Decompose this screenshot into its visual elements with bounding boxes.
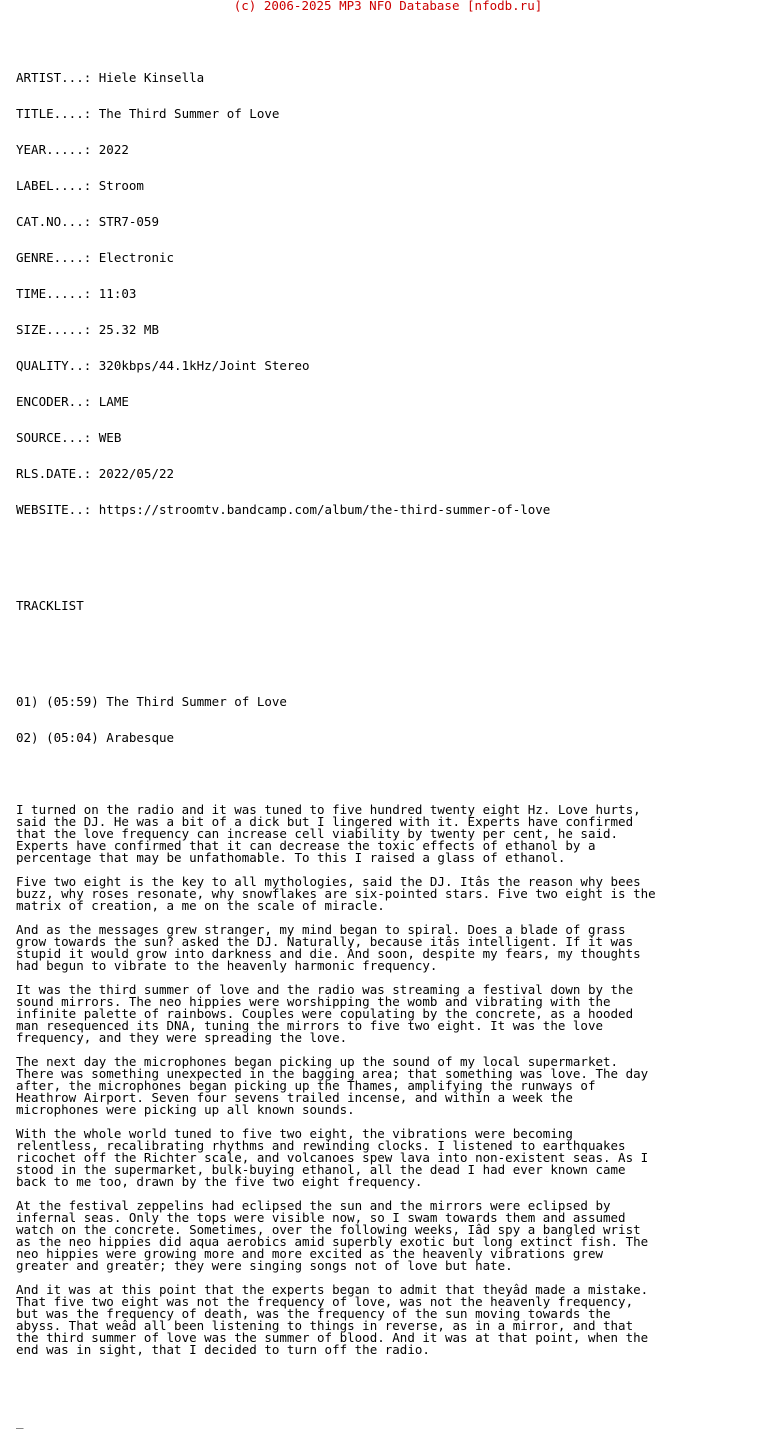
nfo-database-header: (c) 2006-2025 MP3 NFO Database [nfodb.ru] [233,0,543,13]
paragraph-line: sound mirrors. The neo hippies were worshipping the womb and vibrating with the [16,994,611,1009]
tracklist-heading: TRACKLIST [16,598,84,613]
info-label: LABEL....: Stroom [16,178,144,193]
info-catalog-number: CAT.NO...: STR7-059 [16,214,159,229]
paragraph-line: Five two eight is the key to all mythologies, said the DJ. Itâs the reason why bees [16,874,641,889]
description-paragraphs [16,792,656,1356]
blank-line [16,864,656,876]
info-year: YEAR.....: 2022 [16,142,129,157]
info-artist: ARTIST...: Hiele Kinsella [16,70,205,85]
blank-line [16,1116,656,1128]
paragraph [16,1284,656,1356]
info-quality: QUALITY..: 320kbps/44.1kHz/Joint Stereo [16,358,310,373]
release-info-block [16,48,656,540]
paragraph-line: grow towards the sun? asked the DJ. Naturally, because itâs intelligent. If it was [16,934,634,949]
paragraph-line: The next day the microphones began picking up the sound of my local supermarket. [16,1054,619,1069]
paragraph-line: frequency, and they were spreading the love. [16,1030,348,1045]
tracklist [16,672,656,768]
paragraph-line: relentless, recalibrating rhythms and rewinding clocks. I listened to earthquakes [16,1138,626,1153]
info-title: TITLE....: The Third Summer of Love [16,106,280,121]
info-website: WEBSITE..: https://stroomtv.bandcamp.com/album/the-third-summer-of-love [16,502,551,517]
paragraph-line: That five two eight was not the frequency of love, was not the heavenly frequency, [16,1294,634,1309]
paragraph-line: And as the messages grew stranger, my mind began to spiral. Does a blade of grass [16,922,626,937]
paragraph-line: after, the microphones began picking up the Thames, amplifying the runways of [16,1078,596,1093]
paragraph-line: ricochet off the Richter scale, and volcanoes spew lava into non-existent seas. As I [16,1150,649,1165]
info-genre: GENRE....: Electronic [16,250,175,265]
paragraph-line: infinite palette of rainbows. Couples were copulating by the concrete, as a hooded [16,1006,634,1021]
info-source: SOURCE...: WEB [16,430,122,445]
paragraph [16,924,656,972]
paragraph-line: infernal seas. Only the tops were visible now, so I swam towards them and assumed [16,1210,626,1225]
paragraph-line: matrix of creation, a me on the scale of miracle. [16,898,385,913]
paragraph-line: There was something unexpected in the bagging area; that something was love. The day [16,1066,649,1081]
paragraph-line: watch on the concrete. Sometimes, over the following weeks, Iâd spy a bangled wrist [16,1222,641,1237]
paragraph-line: At the festival zeppelins had eclipsed the sun and the mirrors were eclipsed by [16,1198,611,1213]
paragraph-line: neo hippies were growing more and more excited as the heavenly vibrations grew [16,1246,603,1261]
paragraph-line: but was the frequency of death, was the frequency of the sun moving towards the [16,1306,611,1321]
paragraph-line: percentage that may be unfathomable. To this I raised a glass of ethanol. [16,850,566,865]
paragraph-line: stupid it would grow into darkness and die. And soon, despite my fears, my thoughts [16,946,641,961]
nfo-text-body [16,24,656,1440]
paragraph [16,804,656,864]
paragraph-line: stood in the supermarket, bulk-buying ethanol, all the dead I had ever known came [16,1162,626,1177]
blank-line [16,636,656,648]
paragraph [16,984,656,1044]
blank-line [16,1380,656,1392]
paragraph-line: that the love frequency can increase cell viability by twenty per cent, he said. [16,826,619,841]
paragraph-line: microphones were picking up all known sounds. [16,1102,355,1117]
paragraph-line: back to me too, drawn by the five two eight frequency. [16,1174,423,1189]
blank-line [16,972,656,984]
info-time: TIME.....: 11:03 [16,286,137,301]
blank-line [16,1044,656,1056]
blank-line [16,564,656,576]
paragraph-line: Heathrow Airport. Seven four sevens trailed incense, and within a week the [16,1090,573,1105]
info-size: SIZE.....: 25.32 MB [16,322,159,337]
track-item: 02) (05:04) Arabesque [16,730,175,745]
info-encoder: ENCODER..: LAME [16,394,129,409]
paragraph-line: And it was at this point that the experts began to admit that theyâd made a mistake. [16,1282,649,1297]
paragraph [16,876,656,912]
paragraph [16,1200,656,1272]
paragraph-line: the third summer of love was the summer of blood. And it was at that point, when the [16,1330,649,1345]
info-release-date: RLS.DATE.: 2022/05/22 [16,466,175,481]
paragraph-line: abyss. That weâd all been listening to things in reverse, as in a mirror, and that [16,1318,634,1333]
paragraph-line: Experts have confirmed that it can decrease the toxic effects of ethanol by a [16,838,596,853]
paragraph-line: buzz, why roses resonate, why snowflakes are six-pointed stars. Five two eight is the [16,886,656,901]
blank-line [16,1272,656,1284]
paragraph [16,1056,656,1116]
paragraph-line: greater and greater; they were singing songs not of love but hate. [16,1258,513,1273]
paragraph-line: said the DJ. He was a bit of a dick but I lingered with it. Experts have confirmed [16,814,634,829]
paragraph-line: With the whole world tuned to five two eight, the vibrations were becoming [16,1126,573,1141]
footer-underscore: _ [16,1414,24,1429]
paragraph-line: It was the third summer of love and the radio was streaming a festival down by the [16,982,634,997]
blank-line [16,1188,656,1200]
track-item: 01) (05:59) The Third Summer of Love [16,694,287,709]
paragraph [16,1128,656,1188]
paragraph-line: had begun to vibrate to the heavenly harmonic frequency. [16,958,438,973]
paragraph-line: man resequenced its DNA, tuning the mirrors to five two eight. It was the love [16,1018,603,1033]
paragraph-line: I turned on the radio and it was tuned to five hundred twenty eight Hz. Love hurts, [16,802,641,817]
paragraph-line: end was in sight, that I decided to turn off the radio. [16,1342,430,1357]
paragraph-line: as the neo hippies did aqua aerobics amid superbly exotic but long extinct fish. The [16,1234,649,1249]
blank-line [16,912,656,924]
